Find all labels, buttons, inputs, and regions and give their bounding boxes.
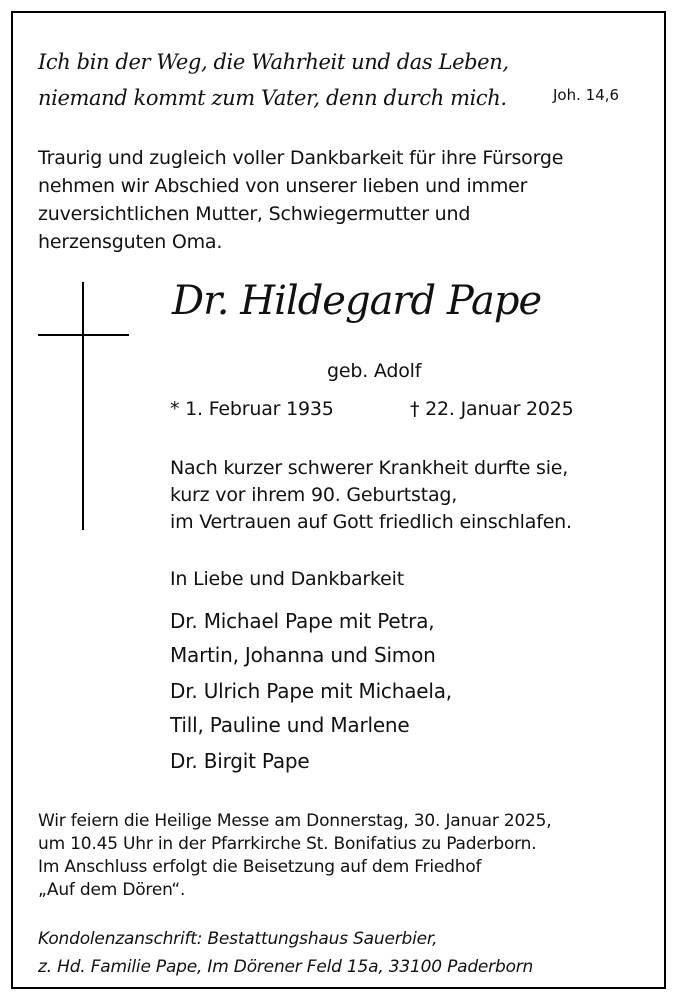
family-member: Martin, Johanna und Simon [170,643,436,667]
family-group-3 [170,744,310,778]
passing-line-3: im Vertrauen auf Gott friedlich einschlafen. [170,511,572,533]
maiden-name: geb. Adolf [327,360,422,382]
verse-reference: Joh. 14,6 [553,86,620,104]
intro-line-2: nehmen wir Abschied von unserer lieben und immer [38,175,528,197]
condolence-line-2: z. Hd. Familie Pape, Im Dörener Feld 15a, 33100 Paderborn [38,957,534,977]
family-member: Dr. Michael Pape mit Petra, [170,609,435,633]
cross-icon-vertical [82,282,84,530]
service-line-1: Wir feiern die Heilige Messe am Donnerstag, 30. Januar 2025, [38,811,552,831]
family-group-2 [170,674,452,742]
intro-line-1: Traurig und zugleich voller Dankbarkeit für ihre Fürsorge [38,147,564,169]
family-member: Dr. Ulrich Pape mit Michaela, [170,679,452,703]
death-date: † 22. Januar 2025 [410,398,574,420]
condolence-address [38,925,533,981]
intro-text [38,144,563,256]
verse-line-1: Ich bin der Weg, die Wahrheit und das Leben, [38,50,509,74]
intro-line-3: zuversichtlichen Mutter, Schwiegermutter und [38,203,471,225]
service-line-4: „Auf dem Dören“. [38,880,186,900]
condolence-line-1: Kondolenzanschrift: Bestattungshaus Sauerbier, [38,929,438,949]
service-line-2: um 10.45 Uhr in der Pfarrkirche St. Bonifatius zu Paderborn. [38,834,537,854]
closing-phrase: In Liebe und Dankbarkeit [170,568,404,590]
passing-line-1: Nach kurzer schwerer Krankheit durfte sie, [170,457,569,479]
intro-line-4: herzensguten Oma. [38,231,223,253]
cross-icon-horizontal [38,334,129,336]
deceased-name: Dr. Hildegard Pape [172,278,542,324]
passing-text [170,455,572,536]
passing-line-2: kurz vor ihrem 90. Geburtstag, [170,484,458,506]
verse-line-2: niemand kommt zum Vater, denn durch mich. [38,86,507,110]
service-info [38,810,552,902]
family-member: Dr. Birgit Pape [170,749,310,773]
service-line-3: Im Anschluss erfolgt die Beisetzung auf dem Friedhof [38,857,482,877]
bible-verse [38,44,509,116]
family-group-1 [170,604,436,672]
family-member: Till, Pauline und Marlene [170,713,410,737]
birth-date: * 1. Februar 1935 [170,398,334,420]
